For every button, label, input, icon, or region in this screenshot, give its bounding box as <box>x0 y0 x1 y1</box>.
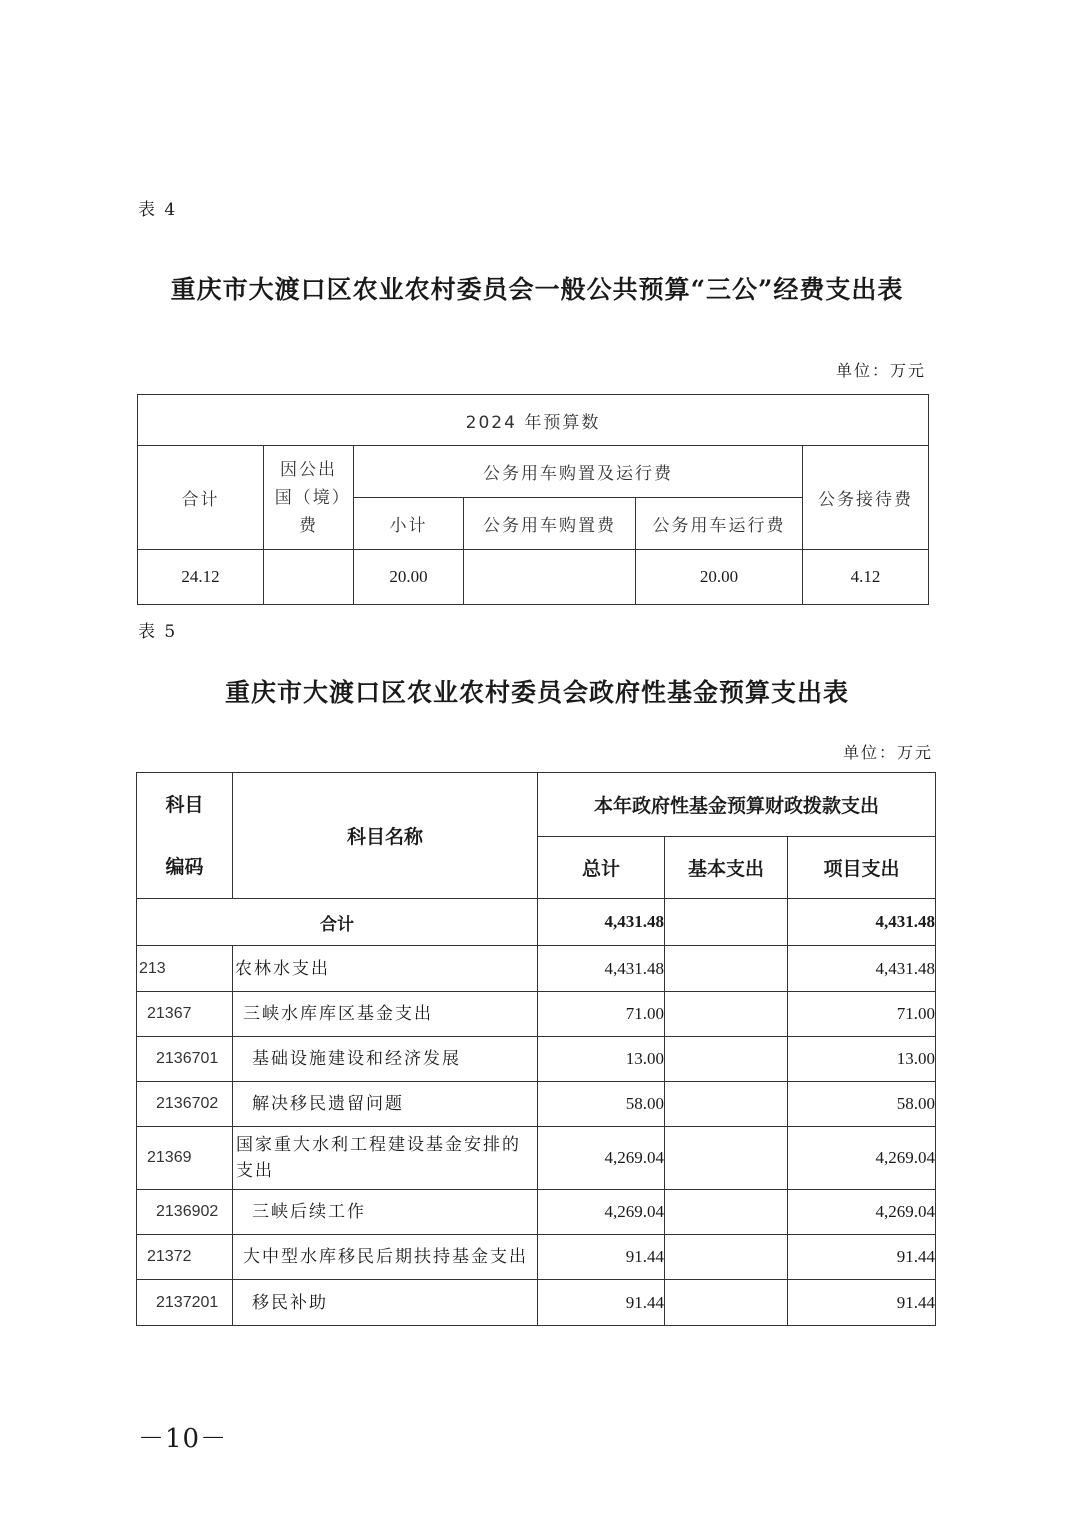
row-basic <box>665 1082 788 1127</box>
header-code-line1: 科目 <box>165 793 204 816</box>
cell-purchase <box>464 550 636 605</box>
header-name: 科目名称 <box>233 773 538 899</box>
row-project: 71.00 <box>788 992 936 1037</box>
row-project: 58.00 <box>788 1082 936 1127</box>
row-name: 三峡水库库区基金支出 <box>233 992 538 1037</box>
row-total: 4,269.04 <box>538 1190 665 1235</box>
cell-operation: 20.00 <box>636 550 803 605</box>
row-code: 21369 <box>137 1127 233 1190</box>
row-project: 4,269.04 <box>788 1190 936 1235</box>
page-number: －10－ <box>138 1424 228 1454</box>
header-code-line2: 编码 <box>165 855 204 878</box>
row-total: 91.44 <box>538 1280 665 1326</box>
table4-unit: 单位：万元 <box>835 361 926 380</box>
government-fund-expense-table <box>136 772 936 1326</box>
row-project: 91.44 <box>788 1235 936 1280</box>
cell-subtotal: 20.00 <box>354 550 464 605</box>
sum-basic <box>665 899 788 946</box>
header-operation: 公务用车运行费 <box>636 498 803 550</box>
row-code: 213 <box>137 946 233 992</box>
row-name: 三峡后续工作 <box>233 1190 538 1235</box>
table4-label: 表 4 <box>138 200 178 220</box>
row-code: 2136701 <box>137 1037 233 1082</box>
sum-project: 4,431.48 <box>788 899 936 946</box>
header-abroad: 因公出国（境）费 <box>264 446 354 550</box>
three-public-expense-table <box>137 394 929 605</box>
header-reception: 公务接待费 <box>803 446 929 550</box>
row-name: 移民补助 <box>233 1280 538 1326</box>
row-basic <box>665 1190 788 1235</box>
row-total: 58.00 <box>538 1082 665 1127</box>
cell-total: 24.12 <box>138 550 264 605</box>
row-total: 4,431.48 <box>538 946 665 992</box>
header-purchase: 公务用车购置费 <box>464 498 636 550</box>
row-project: 91.44 <box>788 1280 936 1326</box>
row-name: 解决移民遗留问题 <box>233 1082 538 1127</box>
row-basic <box>665 1235 788 1280</box>
table5-label: 表 5 <box>138 622 178 642</box>
row-total: 4,269.04 <box>538 1127 665 1190</box>
sum-label: 合计 <box>137 899 538 946</box>
row-project: 4,269.04 <box>788 1127 936 1190</box>
row-basic <box>665 992 788 1037</box>
row-code: 21372 <box>137 1235 233 1280</box>
header-budget-year: 2024 年预算数 <box>138 395 929 446</box>
table5-unit: 单位：万元 <box>842 743 933 762</box>
table4-title: 重庆市大渡口区农业农村委员会一般公共预算“三公”经费支出表 <box>170 275 904 304</box>
table5-title: 重庆市大渡口区农业农村委员会政府性基金预算支出表 <box>224 678 849 707</box>
row-total: 71.00 <box>538 992 665 1037</box>
row-code: 2136702 <box>137 1082 233 1127</box>
sum-total: 4,431.48 <box>538 899 665 946</box>
row-name: 大中型水库移民后期扶持基金支出 <box>233 1235 538 1280</box>
row-name: 农林水支出 <box>233 946 538 992</box>
row-project: 4,431.48 <box>788 946 936 992</box>
header-code <box>137 773 233 899</box>
row-project: 13.00 <box>788 1037 936 1082</box>
row-basic <box>665 1037 788 1082</box>
row-name: 国家重大水利工程建设基金安排的支出 <box>233 1127 538 1190</box>
header-vehicle-group: 公务用车购置及运行费 <box>354 446 803 498</box>
cell-reception: 4.12 <box>803 550 929 605</box>
header-subtotal: 小计 <box>354 498 464 550</box>
row-code: 2136902 <box>137 1190 233 1235</box>
row-basic <box>665 946 788 992</box>
row-total: 91.44 <box>538 1235 665 1280</box>
header-total: 合计 <box>138 446 264 550</box>
header-project: 项目支出 <box>788 837 936 899</box>
header-fund-group: 本年政府性基金预算财政拨款支出 <box>538 773 936 837</box>
row-basic <box>665 1280 788 1326</box>
row-code: 21367 <box>137 992 233 1037</box>
cell-abroad <box>264 550 354 605</box>
row-name: 基础设施建设和经济发展 <box>233 1037 538 1082</box>
row-code: 2137201 <box>137 1280 233 1326</box>
header-total: 总计 <box>538 837 665 899</box>
row-basic <box>665 1127 788 1190</box>
row-total: 13.00 <box>538 1037 665 1082</box>
header-basic: 基本支出 <box>665 837 788 899</box>
